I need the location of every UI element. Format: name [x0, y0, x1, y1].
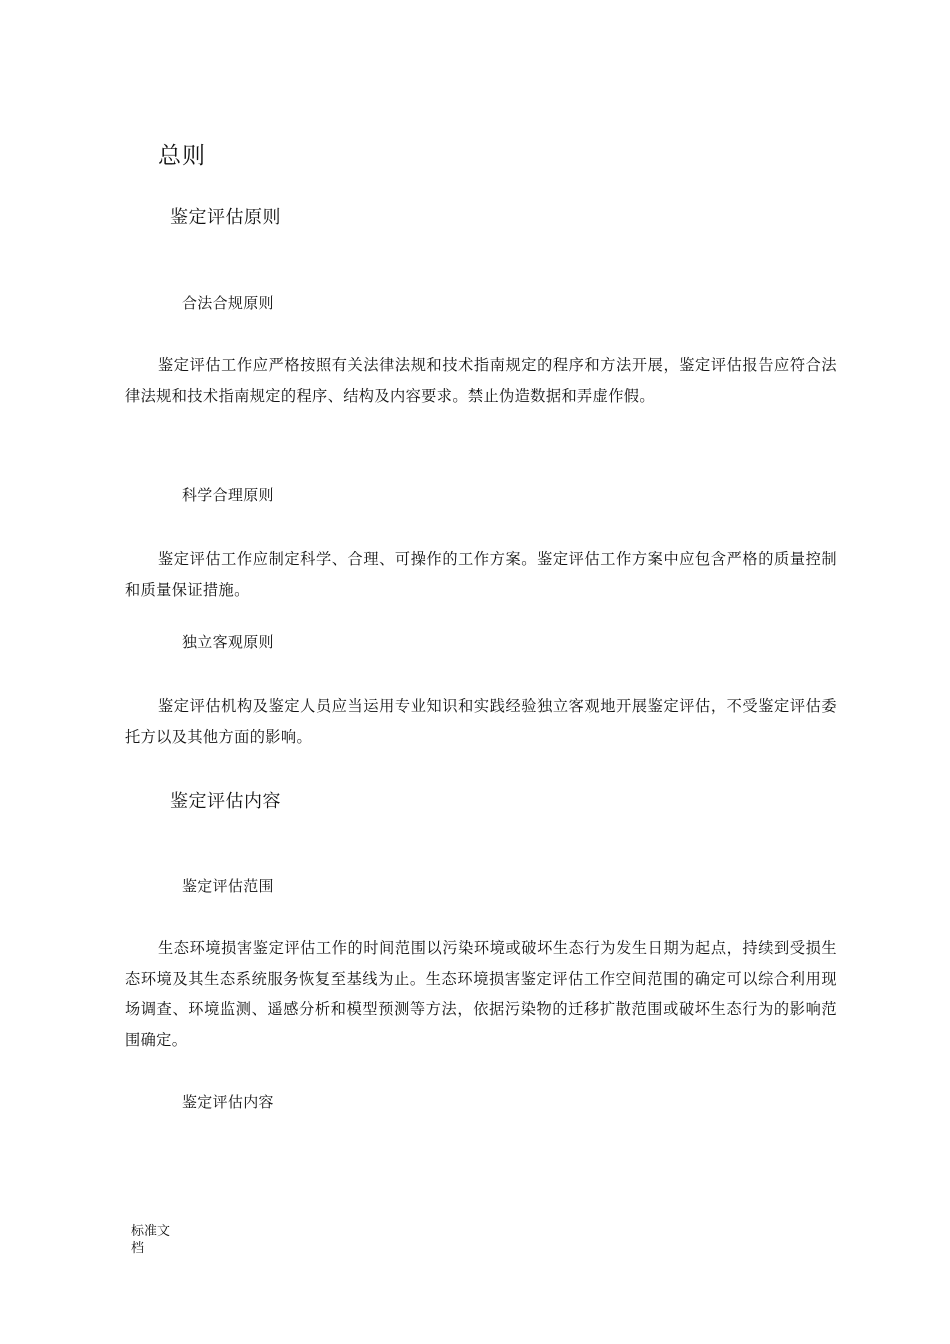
- paragraph-independent: 鉴定评估机构及鉴定人员应当运用专业知识和实践经验独立客观地开展鉴定评估，不受鉴定评估委托方以及其他方面的影响。: [125, 697, 837, 746]
- paragraph-legal: 鉴定评估工作应严格按照有关法律法规和技术指南规定的程序和方法开展，鉴定评估报告应符合法律法规和技术指南规定的程序、结构及内容要求。禁止伪造数据和弄虚作假。: [125, 356, 837, 405]
- subsection-heading-scope: 鉴定评估范围: [182, 877, 274, 895]
- section-heading-content: 鉴定评估内容: [170, 791, 281, 812]
- section-heading-principles: 鉴定评估原则: [170, 207, 281, 228]
- subsection-heading-independent: 独立客观原则: [182, 633, 274, 651]
- page-title: 总则: [158, 143, 206, 169]
- subsection-heading-content-detail: 鉴定评估内容: [182, 1093, 274, 1111]
- page-footer: 标准文档: [131, 1224, 171, 1256]
- paragraph-scientific: 鉴定评估工作应制定科学、合理、可操作的工作方案。鉴定评估工作方案中应包含严格的质量控制和质量保证措施。: [125, 550, 837, 599]
- subsection-heading-legal: 合法合规原则: [182, 294, 274, 312]
- subsection-heading-scientific: 科学合理原则: [182, 486, 274, 504]
- paragraph-scope: 生态环境损害鉴定评估工作的时间范围以污染环境或破坏生态行为发生日期为起点，持续到受损生态环境及其生态系统服务恢复至基线为止。生态环境损害鉴定评估工作空间范围的确定可以综合利用现场调查、环境监测、遥感分析和模型预测等方法，依据污染物的迁移扩散范围或破坏生态行为的影响范围确定。: [125, 939, 837, 1049]
